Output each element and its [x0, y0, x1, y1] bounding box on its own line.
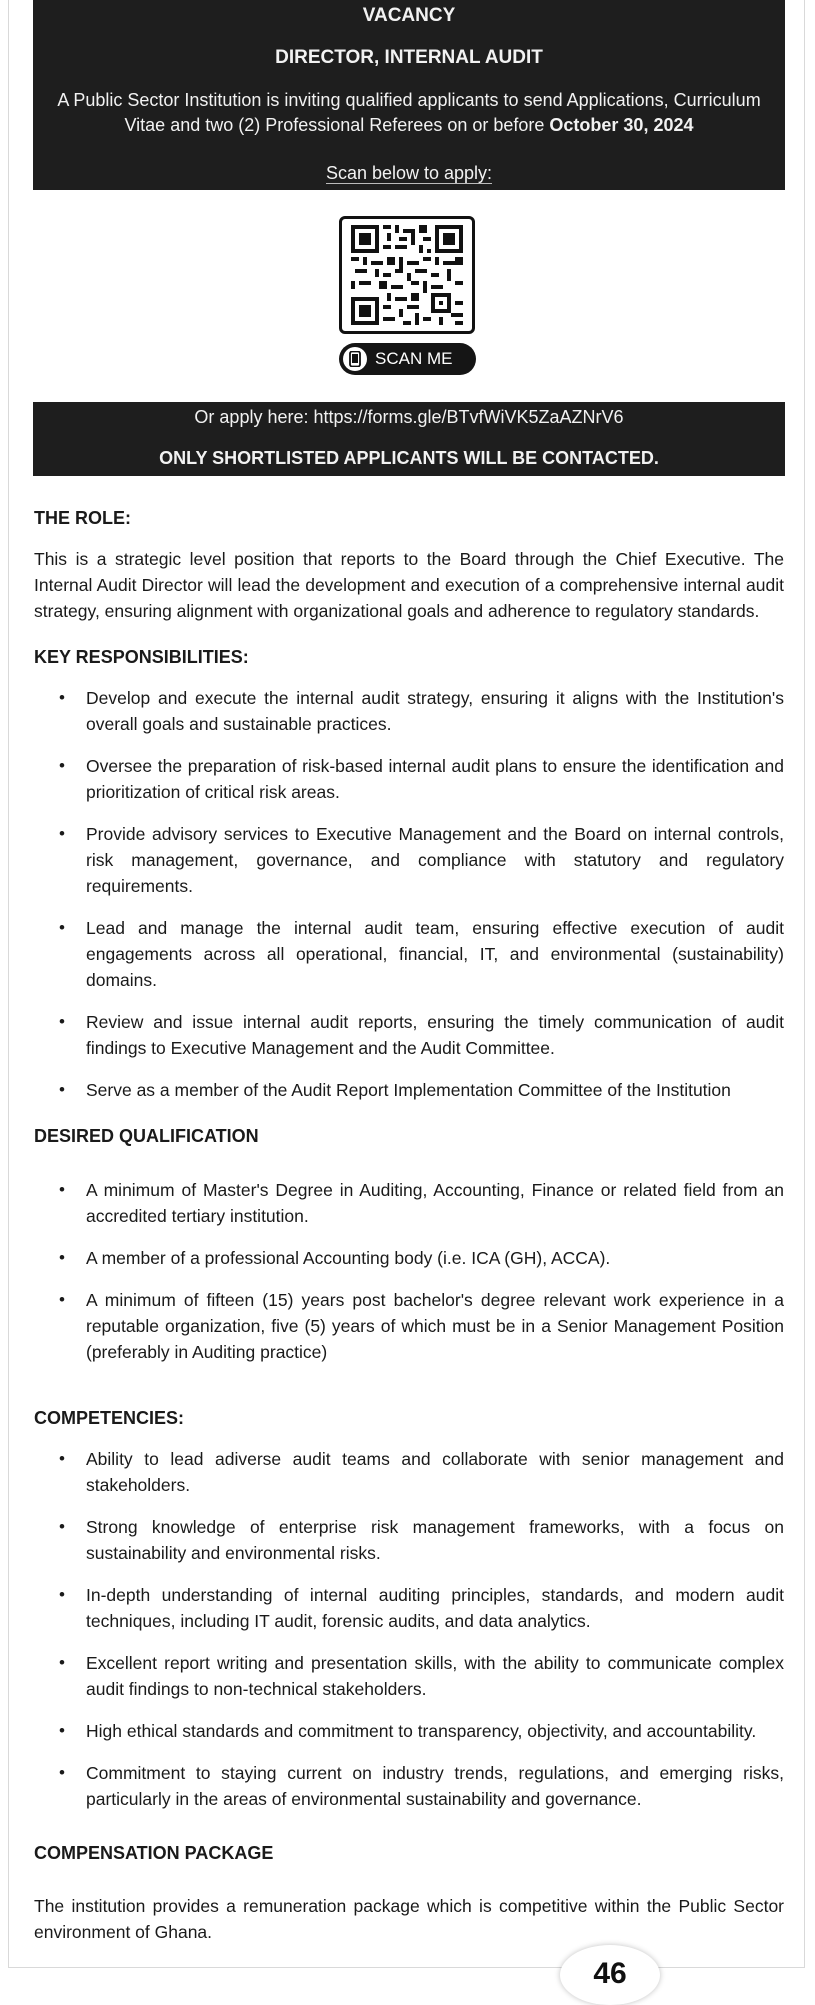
page-number-badge: 46	[560, 1945, 660, 2005]
list-item: • Commitment to staying current on industry trends, regulations, and emerging risks, particularly in the areas of environmental sustainability and governance.	[34, 1760, 784, 1812]
qualification-heading: DESIRED QUALIFICATION	[34, 1126, 259, 1146]
phone-icon	[343, 347, 367, 371]
scan-prompt	[33, 163, 785, 184]
list-item: • Review and issue internal audit reports, ensuring the timely communication of audit findings to Executive Management and the Audit Committee.	[34, 1009, 784, 1061]
deadline-date: October 30, 2024	[549, 115, 694, 135]
role-heading: THE ROLE:	[34, 508, 131, 528]
list-item: • In-depth understanding of internal auditing principles, standards, and modern audit techniques, including IT audit, forensic audits, and data analytics.	[34, 1582, 784, 1634]
list-item: • Strong knowledge of enterprise risk management frameworks, with a focus on sustainability and environmental risks.	[34, 1514, 784, 1566]
list-item: • Excellent report writing and presentation skills, with the ability to communicate complex audit findings to non-technical stakeholders.	[34, 1650, 784, 1702]
competencies-heading: COMPETENCIES:	[34, 1408, 185, 1428]
list-item: • A minimum of fifteen (15) years post bachelor's degree relevant work experience in a reputable organization, five (5) years of which must be in a Senior Management Position (preferably in Auditing practice)	[34, 1287, 784, 1365]
compensation-text: The institution provides a remuneration package which is competitive within the Public Sector environment of Ghana.	[34, 1896, 784, 1942]
scan-me-button[interactable]	[339, 343, 476, 375]
shortlist-notice: ONLY SHORTLISTED APPLICANTS WILL BE CONTACTED.	[159, 448, 659, 468]
qr-code[interactable]	[337, 216, 477, 339]
position-title: DIRECTOR, INTERNAL AUDIT	[275, 47, 543, 68]
list-item: • Lead and manage the internal audit team, ensuring effective execution of audit engagements across all operational, financial, IT, and environmental (sustainability) domains.	[34, 915, 784, 993]
list-item: • Develop and execute the internal audit strategy, ensuring it aligns with the Institution's overall goals and sustainable practices.	[34, 685, 784, 737]
compensation-heading: COMPENSATION PACKAGE	[34, 1843, 274, 1863]
list-item: • High ethical standards and commitment to transparency, objectivity, and accountability.	[34, 1718, 784, 1744]
list-item: • Provide advisory services to Executive Management and the Board on internal controls, risk management, governance, and compliance with statutory and regulatory requirements.	[34, 821, 784, 899]
responsibilities-heading: KEY RESPONSIBILITIES:	[34, 647, 249, 667]
responsibilities-list	[34, 685, 784, 1119]
apply-banner	[33, 402, 785, 476]
scan-prompt-text: Scan below to apply:	[325, 163, 493, 183]
list-item: • A minimum of Master's Degree in Auditing, Accounting, Finance or related field from an accredited tertiary institution.	[34, 1177, 784, 1229]
apply-link[interactable]: Or apply here: https://forms.gle/BTvfWiVK5ZaAZNrV6	[194, 407, 624, 427]
list-item: • Serve as a member of the Audit Report Implementation Committee of the Institution	[34, 1077, 784, 1103]
intro-text	[47, 88, 771, 138]
list-item: • A member of a professional Accounting body (i.e. ICA (GH), ACCA).	[34, 1245, 784, 1271]
list-item: • Oversee the preparation of risk-based internal audit plans to ensure the identification and prioritization of critical risk areas.	[34, 753, 784, 805]
vacancy-banner	[33, 0, 785, 190]
role-text: This is a strategic level position that reports to the Board through the Chief Executive. The Internal Audit Director will lead the development and execution of a comprehensive internal audit strategy, ensuring alignment with organizational goals and adherence to regulatory standards.	[34, 549, 784, 621]
vacancy-title: VACANCY	[362, 5, 456, 26]
qualification-list	[34, 1177, 784, 1381]
competencies-list	[34, 1446, 784, 1828]
intro-body: A Public Sector Institution is inviting qualified applicants to send Applications, Curriculum Vitae and two (2) Professional Referees on or before	[57, 90, 761, 135]
list-item: • Ability to lead adiverse audit teams and collaborate with senior management and stakeholders.	[34, 1446, 784, 1498]
scan-me-label: SCAN ME	[375, 349, 453, 368]
qr-code-icon[interactable]	[339, 216, 475, 334]
